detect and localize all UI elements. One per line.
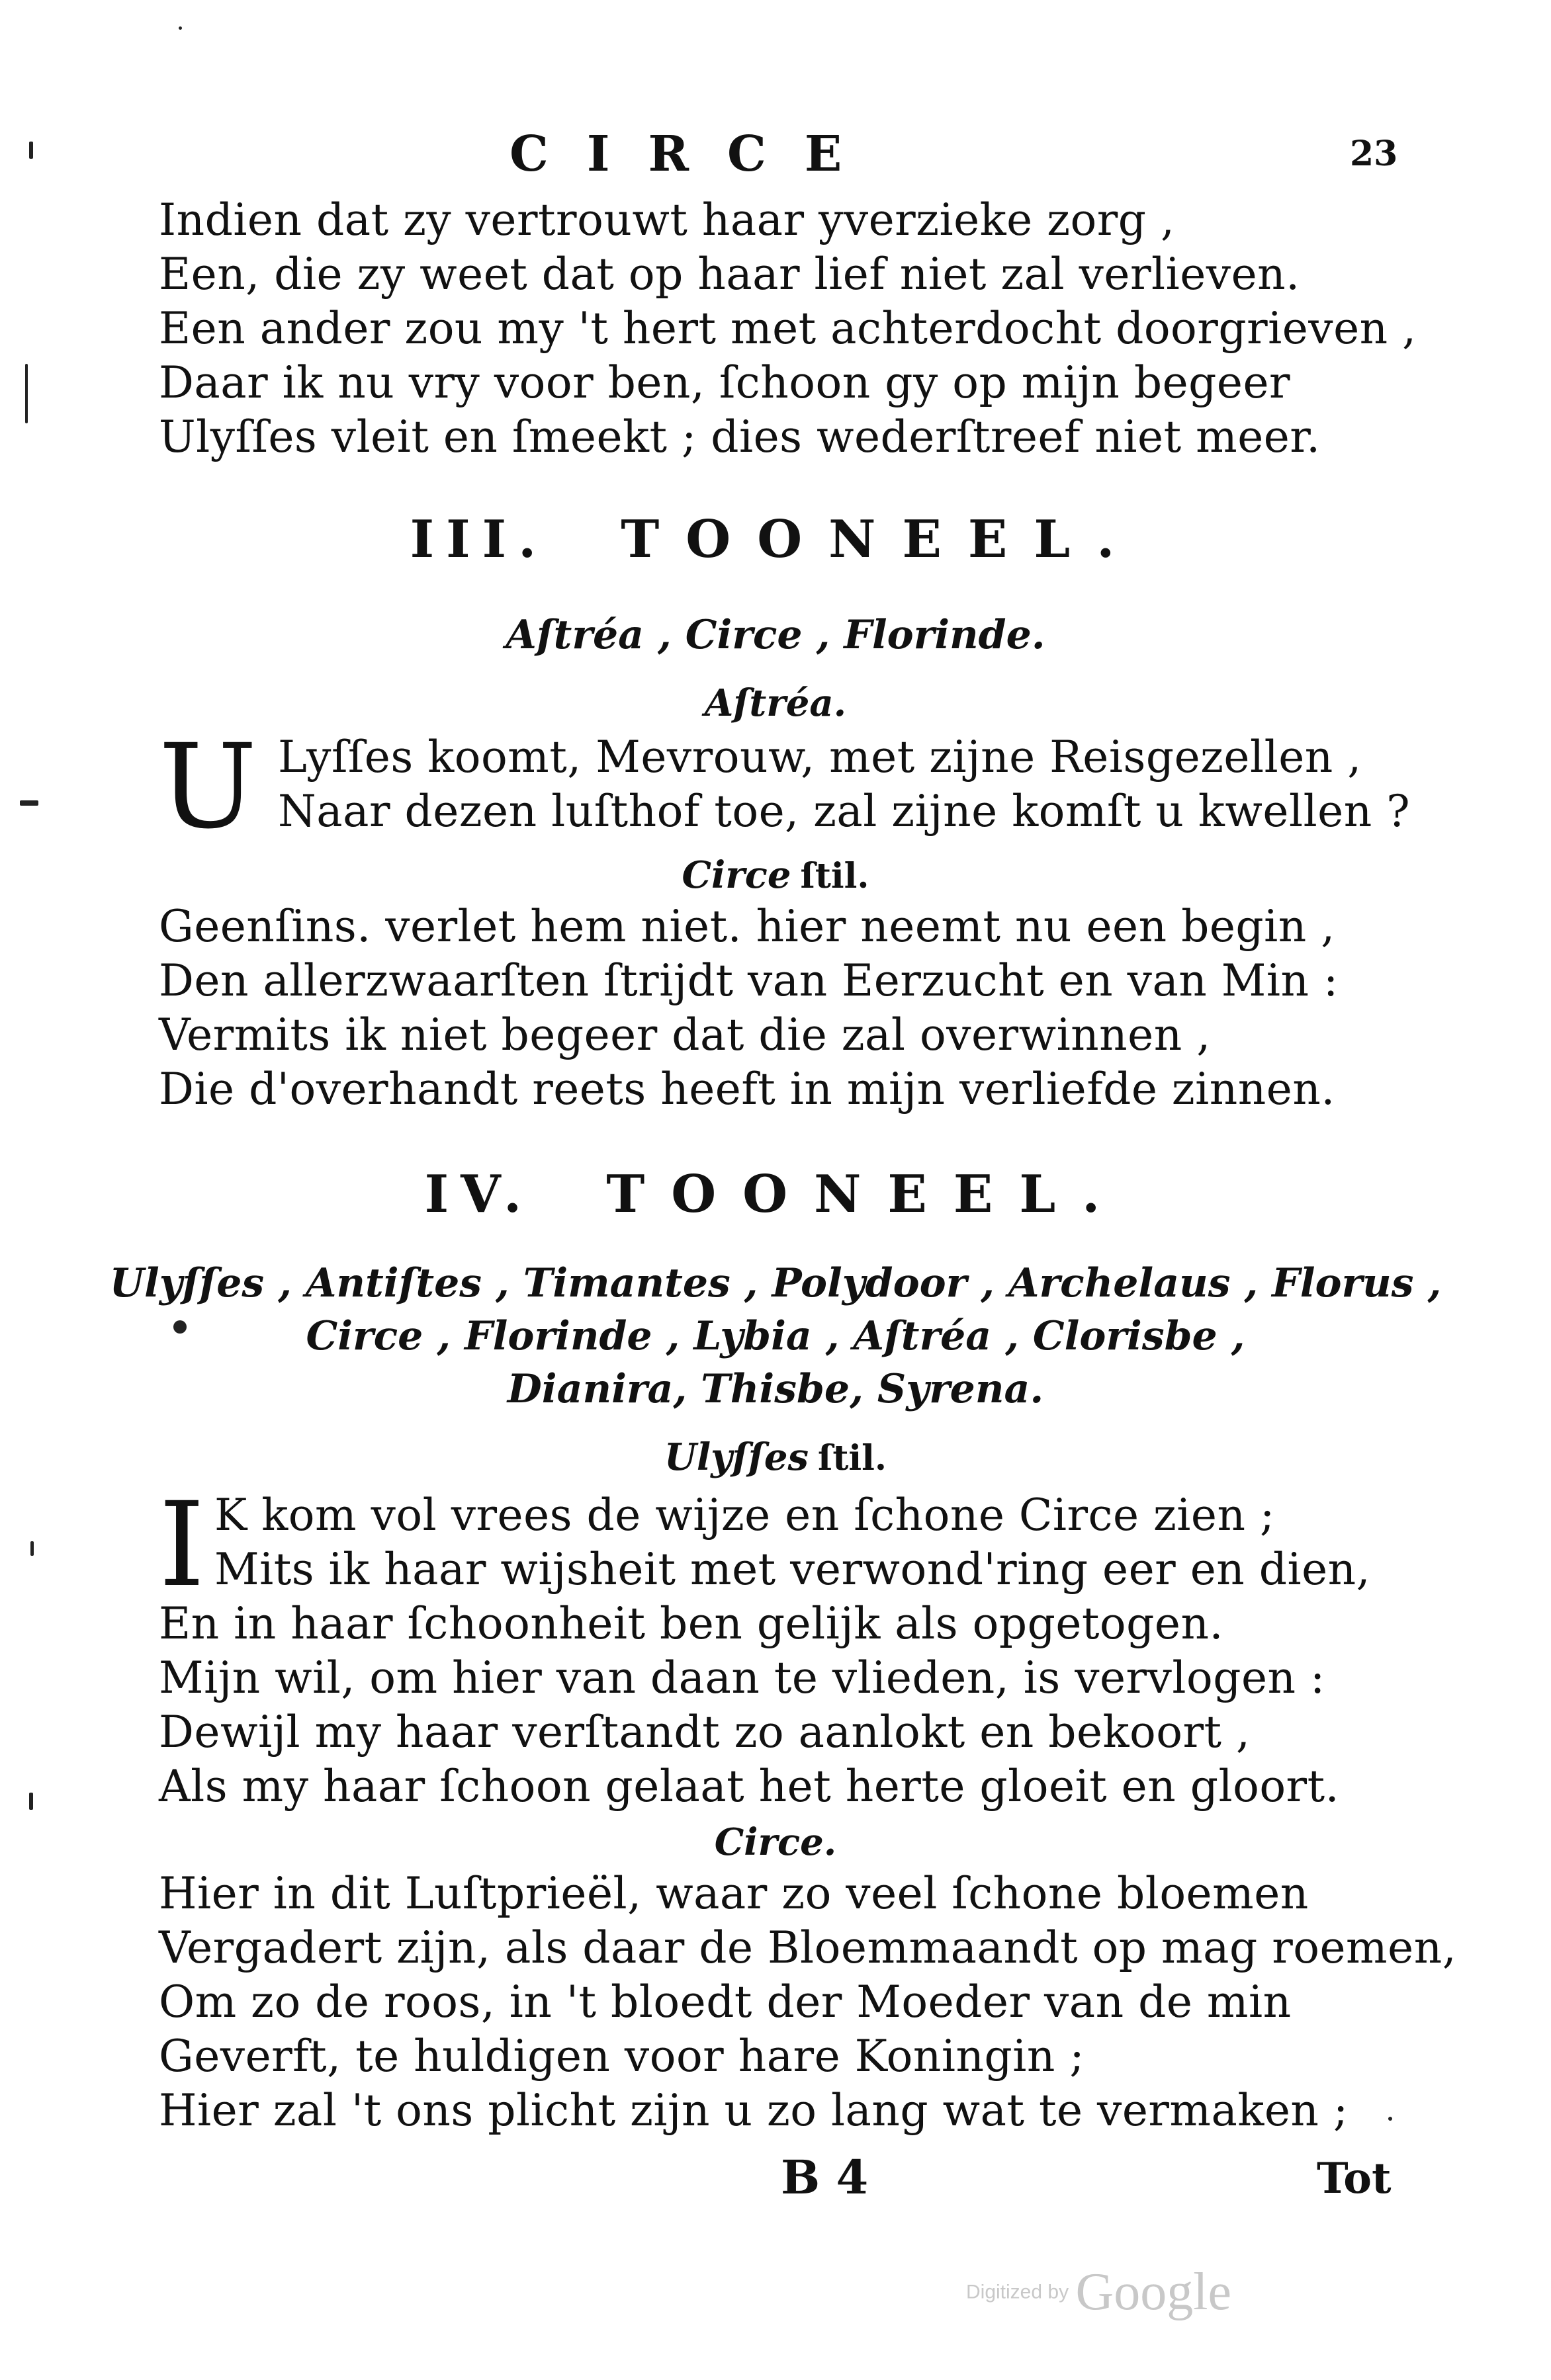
verse-line: Dewijl my haar verſtandt zo aanlokt en bekoort ,	[159, 1707, 1251, 1758]
margin-mark	[29, 142, 33, 159]
ink-speck	[1388, 2117, 1392, 2121]
verse-line: Een ander zou my 't hert met achterdocht doorgrieven ,	[159, 303, 1417, 354]
verse-line: Daar ik nu vry voor ben, ſchoon gy op mijn begeer	[159, 357, 1291, 408]
drop-cap-paragraph-3	[159, 719, 1416, 855]
signature-mark: B 4	[781, 2150, 869, 2205]
opening-verse	[159, 193, 1416, 464]
verse-line: Ulyſſes vleit en ſmeekt ; dies wederſtreef niet meer.	[159, 411, 1321, 462]
catchword: Tot	[1317, 2154, 1392, 2203]
cast-line: Ulyſſes , Antiſtes , Timantes , Polydoor , Archelaus , Florus ,	[109, 1260, 1442, 1306]
verse-line: Lyſſes koomt, Mevrouw, met zijne Reisgezellen ,	[278, 732, 1362, 783]
verse-line: En in haar ſchoonheit ben gelijk als opgetogen.	[159, 1598, 1223, 1649]
verse-line: Geenſins. verlet hem niet. hier neemt nu een begin ,	[159, 901, 1335, 952]
scene-heading-3	[0, 509, 1551, 570]
running-head	[0, 126, 1551, 185]
margin-mark	[29, 1793, 33, 1810]
speaker-name: Aſtréa.	[704, 681, 847, 725]
speaker-name: Circe	[682, 853, 791, 897]
cast-line: Circe , Florinde , Lybia , Aſtréa , Clorisbe ,	[306, 1313, 1245, 1359]
verse-line: Als my haar ſchoon gelaat het herte gloeit en gloort.	[159, 1761, 1340, 1812]
speaker-name: Circe.	[714, 1820, 837, 1864]
page-number: 23	[1350, 134, 1398, 174]
drop-cap-lines	[214, 1488, 1370, 1597]
verse-line: K kom vol vrees de wijze en ſchone Circe zien ;	[214, 1490, 1275, 1541]
margin-mark	[30, 1541, 34, 1556]
circe-speech	[159, 900, 1416, 1117]
margin-mark	[20, 800, 38, 806]
verse-line: Om zo de roos, in 't bloedt der Moeder van de min	[159, 1976, 1292, 2027]
cast-list-4	[0, 1257, 1551, 1416]
verse-line: Hier zal 't ons plicht zijn u zo lang wat te vermaken ;	[159, 2085, 1349, 2136]
ink-speck	[179, 26, 182, 30]
margin-mark	[25, 364, 28, 423]
digitization-watermark	[966, 2262, 1231, 2322]
drop-cap-lines	[278, 730, 1410, 839]
verse-line: Naar dezen luſthof toe, zal zijne komſt u kwellen ?	[278, 786, 1411, 837]
verse-line: Mijn wil, om hier van daan te vlieden, is vervlogen :	[159, 1652, 1325, 1703]
ulysses-speech	[159, 1597, 1416, 1814]
cast-list-3	[0, 609, 1551, 661]
verse-line: Geverft, te huldigen voor hare Koningin ;	[159, 2031, 1085, 2082]
verse-line: Vergadert zijn, als daar de Bloemmaandt op mag roemen,	[159, 1922, 1457, 1973]
verse-line: Vermits ik niet begeer dat die zal overwinnen ,	[159, 1009, 1211, 1060]
stage-direction: ſtil.	[817, 1438, 887, 1478]
speaker-name: Ulyſſes	[664, 1435, 809, 1479]
speaker-circe-2	[0, 1820, 1551, 1864]
verse-line: Die d'overhandt reets heeft in mijn verliefde zinnen.	[159, 1064, 1335, 1115]
speaker-ulysses	[0, 1435, 1551, 1479]
scene-number: IV.	[424, 1164, 534, 1224]
scene-number: III.	[410, 509, 549, 570]
watermark-prefix: Digitized by	[966, 2281, 1069, 2303]
stage-direction: ſtil.	[800, 856, 869, 896]
verse-line: Mits ik haar wijsheit met verwond'ring eer en dien,	[214, 1544, 1371, 1595]
verse-line: Een, die zy weet dat op haar lief niet zal verlieven.	[159, 249, 1300, 300]
cast-line: Aſtréa , Circe , Florinde.	[506, 612, 1045, 658]
scene-heading-4	[0, 1164, 1551, 1224]
verse-line: Hier in dit Luſtprieël, waar zo veel ſchone bloemen	[159, 1868, 1309, 1919]
verse-line: Den allerzwaarſten ſtrijdt van Eerzucht en van Min :	[159, 955, 1339, 1006]
verse-line: Indien dat zy vertrouwt haar yverzieke zorg ,	[159, 194, 1175, 245]
drop-cap-paragraph-4	[159, 1477, 1416, 1613]
running-title: CIRCE	[510, 126, 881, 183]
scene-word: TOONEEL.	[606, 1164, 1127, 1224]
ink-blot	[173, 1320, 187, 1334]
drop-cap: U	[159, 719, 257, 855]
drop-cap: I	[159, 1477, 206, 1613]
circe-speech-2	[159, 1867, 1457, 2138]
speaker-circe	[0, 853, 1551, 897]
watermark-brand: Google	[1075, 2263, 1232, 2321]
cast-line: Dianira, Thisbe, Syrena.	[507, 1366, 1044, 1412]
scene-word: TOONEEL.	[621, 509, 1141, 570]
